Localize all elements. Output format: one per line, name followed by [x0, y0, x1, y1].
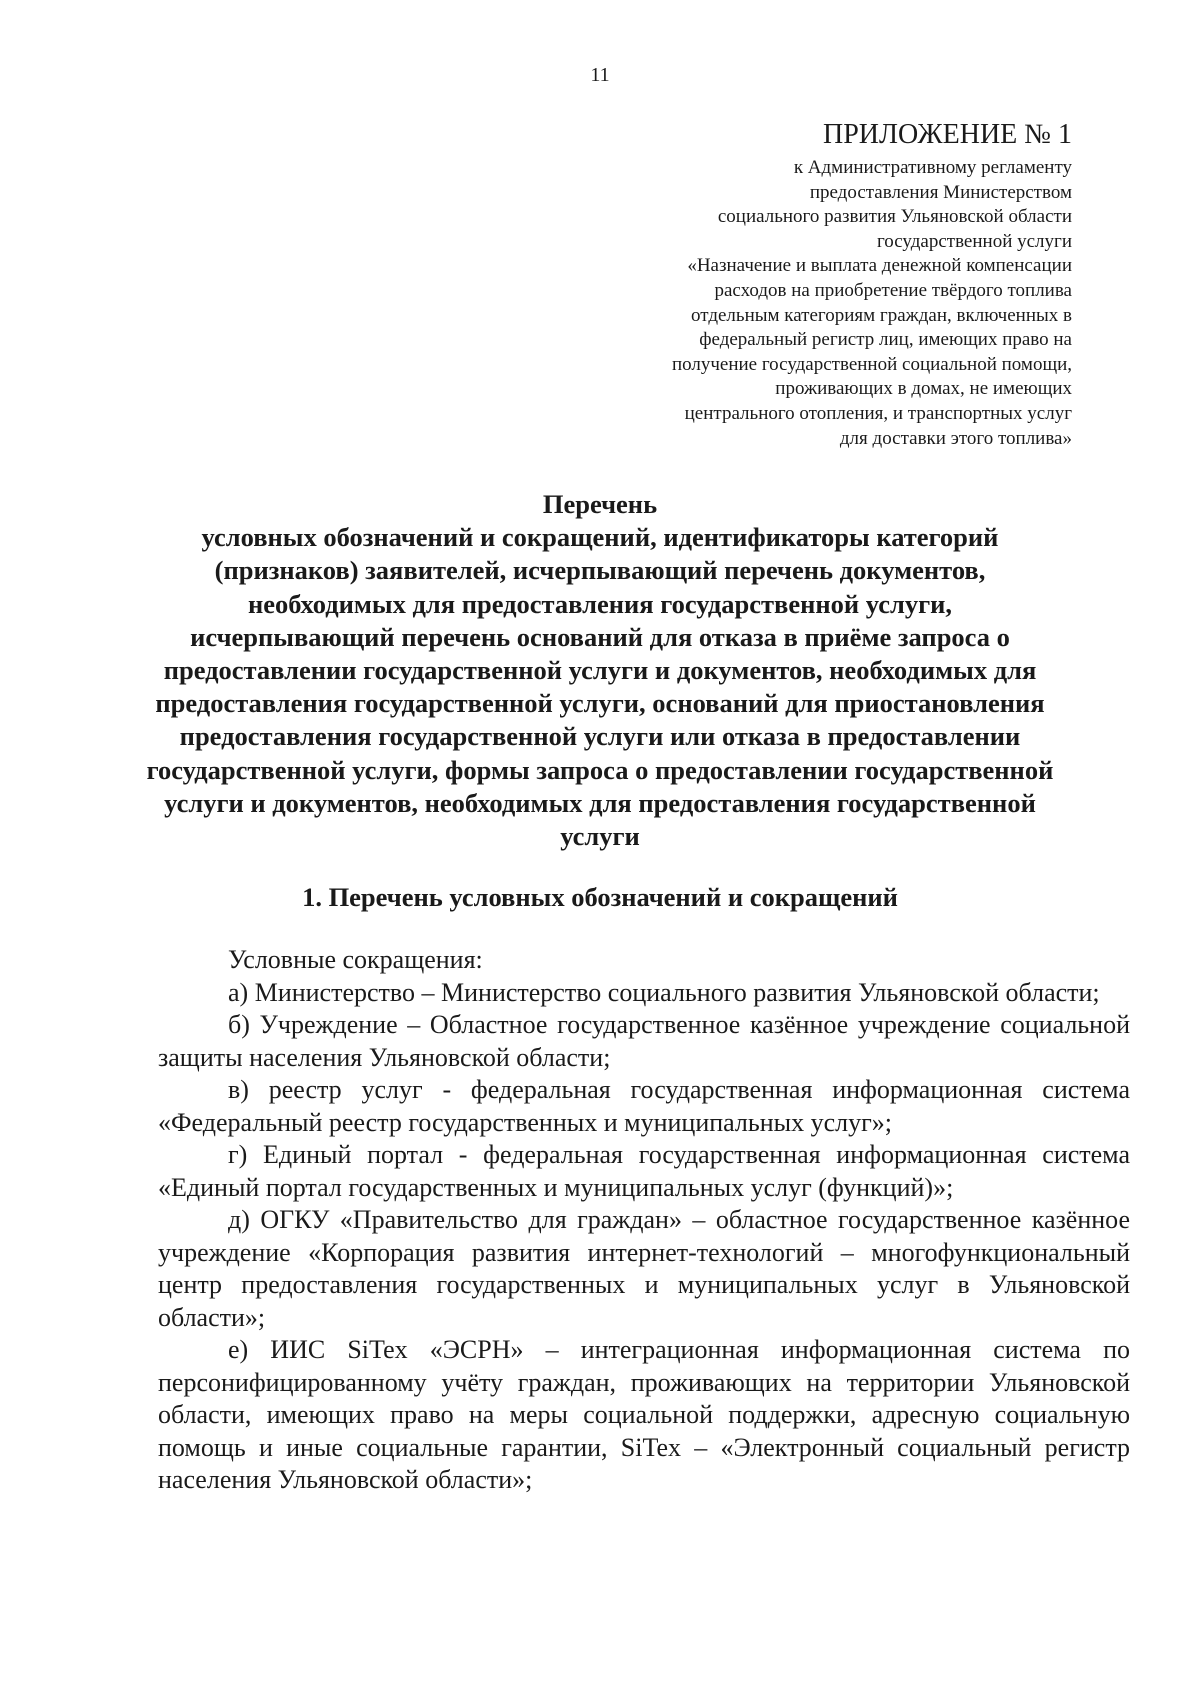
appendix-line: проживающих в домах, не имеющих — [775, 378, 1072, 400]
heading-line: государственной услуги, формы запроса о предоставлении государственной — [146, 754, 1054, 785]
appendix-block — [512, 118, 1072, 451]
section-body — [158, 944, 1130, 1497]
heading-line: предоставления государственной услуги, оснований для приостановления — [155, 688, 1045, 719]
heading-line: услуги — [560, 821, 640, 852]
appendix-line: «Назначение и выплата денежной компенсации — [687, 255, 1072, 277]
section-intro: Условные сокращения: — [228, 945, 483, 974]
heading-line: условных обозначений и сокращений, идентификаторы категорий — [201, 522, 999, 553]
appendix-line: получение государственной социальной помощи, — [671, 353, 1072, 375]
abbreviation-item: е) ИИС SiTex «ЭСРН» – интеграционная информационная система по персонифицированному учёту граждан, проживающих на территории Ульяновской области, имеющих право на меры социальной поддержки, адресную социальную помощь и иные социальные гарантии, SiTex – «Электронный социальный регистр населения Ульяновской области»; — [158, 1335, 1130, 1494]
abbreviation-item: б) Учреждение – Областное государственное казённое учреждение социальной защиты населения Ульяновской области; — [158, 1010, 1130, 1072]
document-heading — [140, 488, 1060, 853]
abbreviation-item: а) Министерство – Министерство социального развития Ульяновской области; — [228, 977, 1100, 1007]
appendix-line: центрального отопления, и транспортных услуг — [684, 402, 1072, 424]
appendix-line: к Административному регламенту — [793, 157, 1072, 178]
heading-line: предоставления государственной услуги или отказа в предоставлении — [179, 721, 1021, 752]
abbreviation-item: в) реестр услуг - федеральная государственная информационная система «Федеральный реестр государственных и муниципальных услуг»; — [158, 1075, 1130, 1137]
abbreviation-item: г) Единый портал - федеральная государственная информационная система «Единый портал государственных и муниципальных услуг (функций)»; — [158, 1140, 1130, 1202]
appendix-line: отдельным категориям граждан, включенных в — [691, 304, 1072, 326]
heading-line: (признаков) заявителей, исчерпывающий перечень документов, — [214, 555, 986, 586]
appendix-line: социального развития Ульяновской области — [717, 206, 1072, 228]
appendix-line: для доставки этого топлива» — [839, 427, 1072, 449]
abbreviation-item: д) ОГКУ «Правительство для граждан» – областное государственное казённое учреждение «Корпорация развития интернет-технологий – многофункциональный центр предоставления государственных и муниципальных услуг в Ульяновской области»; — [158, 1205, 1130, 1332]
heading-line: исчерпывающий перечень оснований для отказа в приёме запроса о — [190, 621, 1010, 652]
appendix-line: расходов на приобретение твёрдого топлива — [714, 279, 1072, 301]
appendix-line: федеральный регистр лиц, имеющих право на — [699, 329, 1072, 351]
appendix-title: ПРИЛОЖЕНИЕ № 1 — [823, 119, 1072, 150]
heading-line: необходимых для предоставления государственной услуги, — [247, 588, 953, 619]
page-number: 11 — [590, 64, 610, 86]
section-title: 1. Перечень условных обозначений и сокращений — [302, 882, 898, 912]
heading-line: Перечень — [542, 489, 658, 519]
heading-line: услуги и документов, необходимых для предоставления государственной — [164, 787, 1036, 818]
appendix-line: государственной услуги — [876, 230, 1072, 252]
heading-line: предоставлении государственной услуги и документов, необходимых для — [163, 655, 1037, 686]
appendix-line: предоставления Министерством — [809, 181, 1072, 203]
